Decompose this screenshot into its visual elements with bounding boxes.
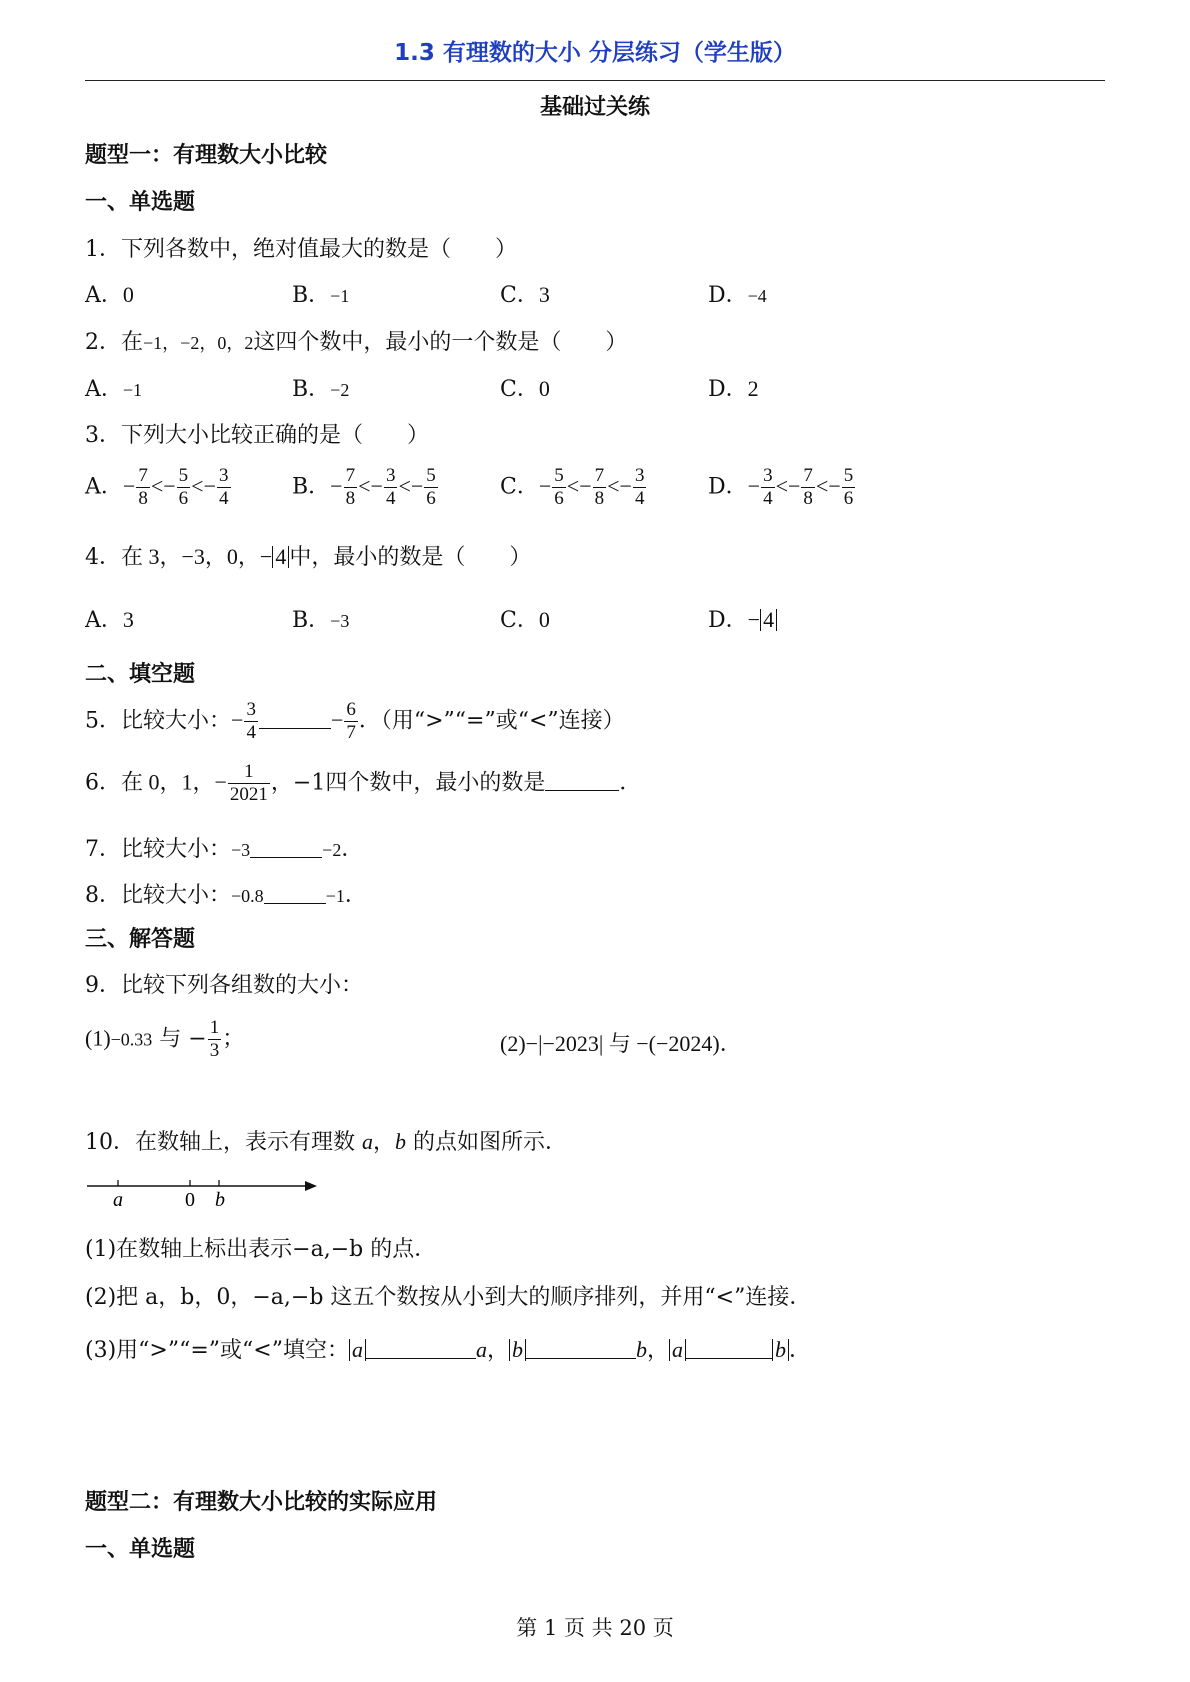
q2-option-a: A．−1 <box>85 377 143 402</box>
q3-option-b: B．− $\frac{7}{8}$ <− $\frac{3}{4}$ <− $\frac{5}{6}$ <box>292 465 436 509</box>
answer-blank[interactable] <box>366 1338 476 1359</box>
fraction: $\frac{1}{3}$ <box>209 1017 220 1061</box>
q1-option-b: B．−1 <box>292 283 350 308</box>
answer-blank[interactable] <box>545 770 619 791</box>
fraction: $\frac{3}{4}$ <box>385 465 396 509</box>
q1-option-d: D．−4 <box>708 283 767 308</box>
axis-label-zero: 0 <box>185 1189 195 1211</box>
q3-option-d: D．− $\frac{3}{4}$ <− $\frac{7}{8}$ <− $\frac{5}{6}$ <box>708 465 854 509</box>
q2-option-b: B．−2 <box>292 377 350 402</box>
question-2: 2．在−1，−2，0，2这四个数中，最小的一个数是（ ） <box>85 330 628 355</box>
answer-blank[interactable] <box>259 708 331 729</box>
fraction: $\frac{3}{4}$ <box>219 465 229 509</box>
q1-option-c: C．3 <box>500 282 550 308</box>
fraction: $\frac{7}{8}$ <box>803 465 813 509</box>
fraction: $\frac{6}{7}$ <box>346 699 356 743</box>
fraction: $\frac{3}{4}$ <box>634 465 645 509</box>
q2-option-d: D．2 <box>708 376 759 402</box>
section-heading: 基础过关练 <box>539 95 650 120</box>
q4-option-b: B．−3 <box>292 608 350 633</box>
question-5: 5．比较大小：− $\frac{3}{4}$ − $\frac{6}{7}$ ．（用“>”“=”或“<”连接） <box>85 699 625 743</box>
type1-part3-heading: 三、解答题 <box>85 927 196 952</box>
document-title: 1.3 有理数的大小 分层练习（学生版） <box>394 40 796 66</box>
q4-option-c: C．0 <box>500 607 550 633</box>
q9-sub-1: (1)−0.33 与 − $\frac{1}{3}$ ； <box>85 1017 245 1061</box>
q3-option-c: C．− $\frac{5}{6}$ <− $\frac{7}{8}$ <− $\frac{3}{4}$ <box>500 465 645 509</box>
number-line-figure <box>85 1172 325 1212</box>
type2-part1-heading: 一、单选题 <box>85 1537 196 1562</box>
answer-blank[interactable] <box>250 837 322 858</box>
axis-label-a: a <box>113 1189 123 1211</box>
question-text: 下列各数中，绝对值最大的数是（ ） <box>121 237 518 262</box>
axis-label-b: b <box>215 1189 225 1211</box>
type1-part2-heading: 二、填空题 <box>85 662 196 687</box>
answer-blank[interactable] <box>264 883 326 904</box>
fraction: $\frac{3}{4}$ <box>763 465 773 509</box>
q10-sub-3: (3)用“>”“=”或“<”填空： a a， b b， a b ． <box>85 1337 811 1363</box>
fraction: $\frac{7}{8}$ <box>138 465 148 509</box>
q10-sub-1: (1)在数轴上标出表示−a,−b 的点． <box>85 1237 437 1262</box>
fraction: $\frac{5}{6}$ <box>426 465 436 509</box>
fraction: $\frac{1}{2021}$ <box>229 761 268 805</box>
q10-sub-2: (2)把 a，b，0，−a,−b 这五个数按从小到大的顺序排列，并用“<”连接． <box>85 1285 812 1310</box>
q2-option-c: C．0 <box>500 376 550 402</box>
abs-value: 4 <box>272 546 289 568</box>
type1-part1-heading: 一、单选题 <box>85 190 196 215</box>
fraction: $\frac{5}{6}$ <box>554 465 564 509</box>
type2-title: 题型二：有理数大小比较的实际应用 <box>85 1490 438 1515</box>
question-1 <box>85 232 517 263</box>
type1-title: 题型一：有理数大小比较 <box>85 143 328 168</box>
answer-blank[interactable] <box>526 1338 636 1359</box>
question-3: 3．下列大小比较正确的是（ ） <box>85 423 430 448</box>
fraction: $\frac{3}{4}$ <box>246 699 256 743</box>
answer-blank[interactable] <box>686 1338 772 1359</box>
fraction: $\frac{5}{6}$ <box>178 465 189 509</box>
question-number: 1． <box>85 237 121 262</box>
question-10: 10．在数轴上，表示有理数 a，b 的点如图所示． <box>85 1129 568 1155</box>
arrow-icon <box>305 1181 317 1191</box>
fraction: $\frac{5}{6}$ <box>843 465 854 509</box>
q4-option-d: D．− 4 <box>708 603 777 634</box>
question-4: 4．在 3，−3，0，− 4 中，最小的数是（ ） <box>85 544 532 570</box>
q4-option-a: A．3 <box>85 607 134 633</box>
header-rule <box>85 80 1105 81</box>
fraction: $\frac{7}{8}$ <box>345 465 356 509</box>
q9-sub-2: (2)−|−2023| 与 −(−2024)． <box>500 1031 742 1057</box>
question-6: 6．在 0，1，− $\frac{1}{2021}$ ，−1四个数中，最小的数是 ． <box>85 761 642 805</box>
question-7: 7．比较大小：−3 −2． <box>85 837 364 862</box>
fraction: $\frac{7}{8}$ <box>594 465 605 509</box>
question-9: 9．比较下列各组数的大小： <box>85 973 364 998</box>
question-8: 8．比较大小：−0.8 −1． <box>85 883 367 908</box>
q1-option-a: A．0 <box>85 282 134 308</box>
q3-option-a: A．− $\frac{7}{8}$ <− $\frac{5}{6}$ <− $\frac{3}{4}$ <box>85 465 229 509</box>
page-footer: 第 1 页 共 20 页 <box>516 1616 674 1640</box>
